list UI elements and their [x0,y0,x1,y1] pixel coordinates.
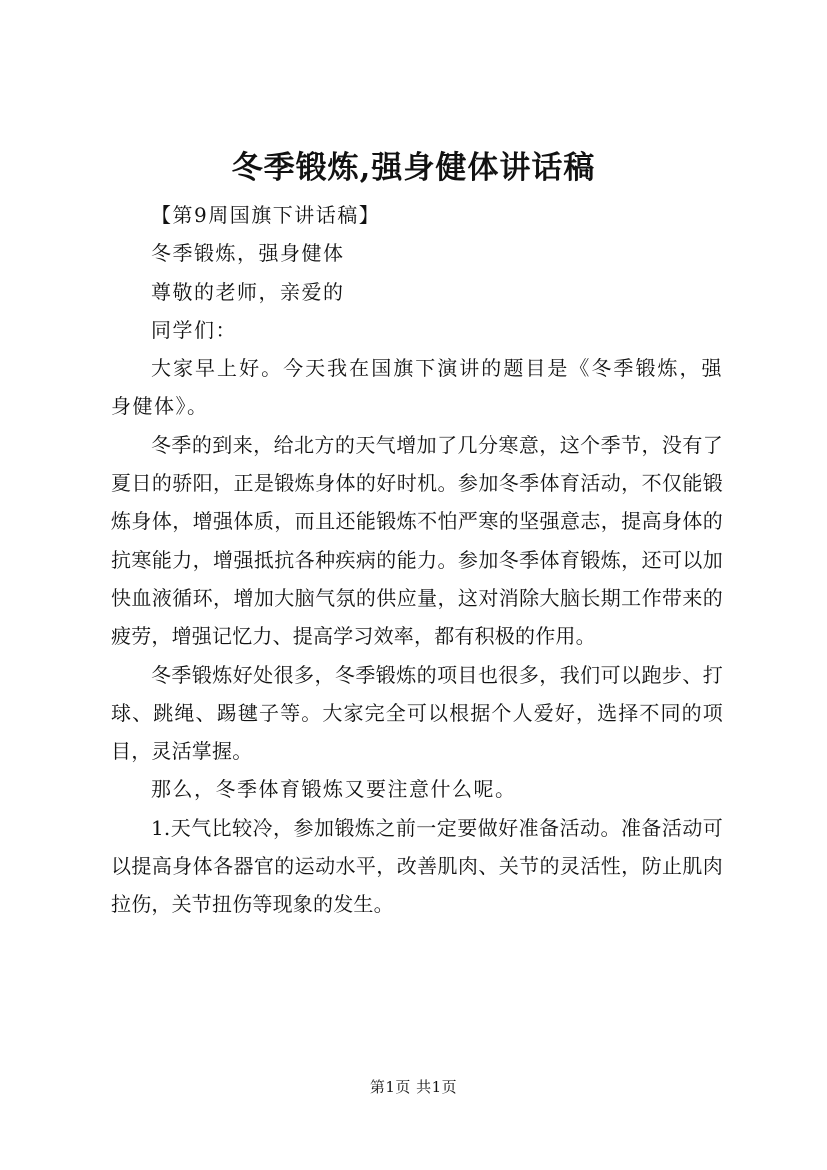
paragraph-greeting: 大家早上好。今天我在国旗下演讲的题目是《冬季锻炼，强身健体》。 [111,356,723,419]
paragraph-subtitle: 冬季锻炼，强身健体 [151,241,345,266]
paragraph-winter-benefits: 冬季的到来，给北方的天气增加了几分寒意，这个季节，没有了夏日的骄阳，正是锻炼身体的好时机。参加冬季体育活动，不仅能锻炼身体，增强体质，而且还能锻炼不怕严寒的坚强意志，提高身体的抗寒能力，增强抵抗各种疾病的能力。参加冬季体育锻炼，还可以加快血液循环，增加大脑气氛的供应量，这对消除大脑长期工作带来的疲劳，增强记忆力、提高学习效率，都有积极的作用。 [111,432,723,649]
document-title: 冬季锻炼,强身健体讲话稿 [231,150,596,186]
document-body [111,196,723,924]
paragraph-heading-tag: 【第9周国旗下讲话稿】 [151,203,381,227]
paragraph-tip-1: 1.天气比较冷，参加锻炼之前一定要做好准备活动。准备活动可以提高身体各器官的运动水平，改善肌肉、关节的灵活性，防止肌肉拉伤，关节扭伤等现象的发生。 [111,815,723,917]
paragraph-salutation-cont: 同学们： [151,317,237,342]
paragraph-salutation: 尊敬的老师，亲爱的 [151,279,345,304]
page-footer: 第1页 共1页 [369,1078,458,1096]
paragraph-question: 那么，冬季体育锻炼又要注意什么呢。 [151,777,517,802]
paragraph-activities: 冬季锻炼好处很多，冬季锻炼的项目也很多，我们可以跑步、打球、跳绳、踢毽子等。大家完全可以根据个人爱好，选择不同的项目，灵活掌握。 [111,662,723,764]
